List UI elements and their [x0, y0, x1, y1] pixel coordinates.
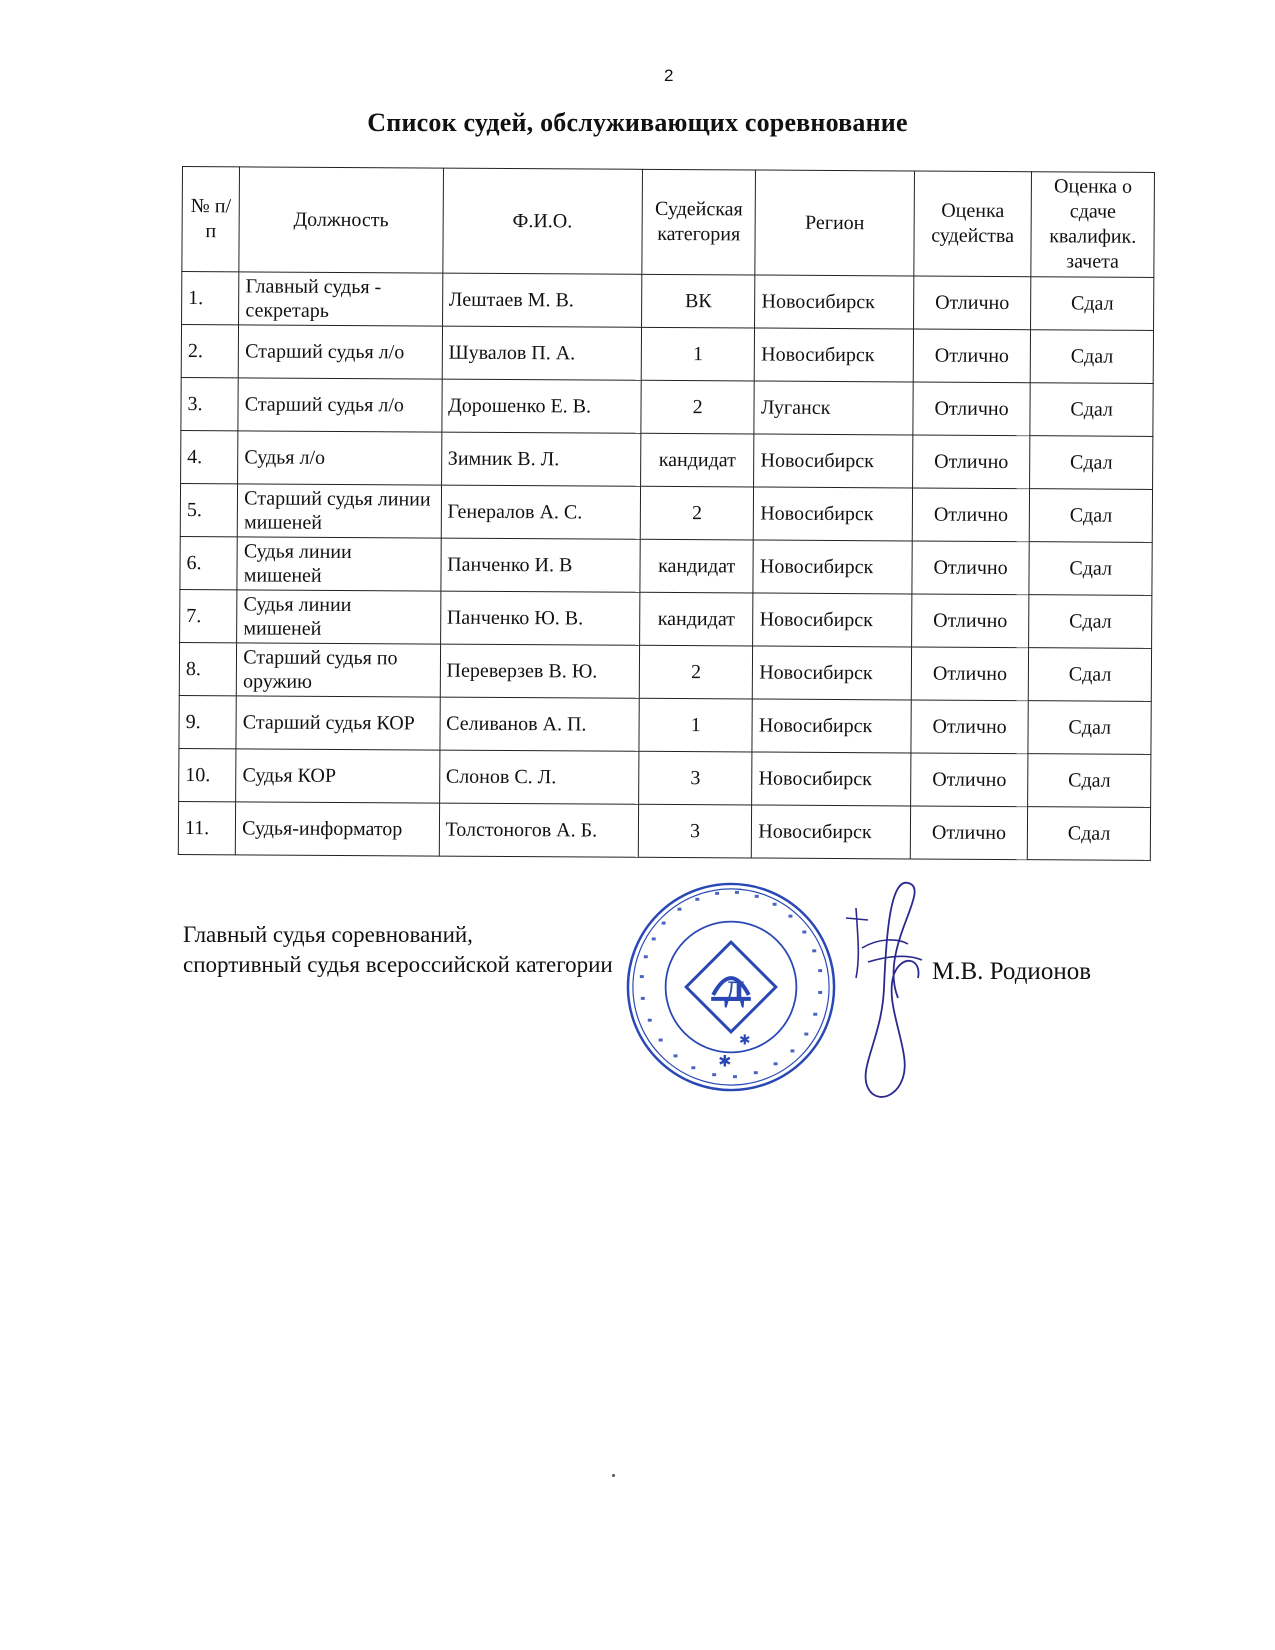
row-position: Старший судья по оружию [236, 643, 440, 697]
signature-block [183, 920, 613, 980]
table-row [181, 377, 1153, 436]
row-evaluation: Отлично [911, 594, 1029, 648]
table-row [179, 642, 1151, 701]
svg-text:✱: ✱ [738, 1032, 751, 1049]
row-region: Новосибирск [753, 540, 912, 594]
row-evaluation: Отлично [911, 647, 1029, 701]
table-row [180, 589, 1152, 648]
row-number: 3. [181, 377, 239, 430]
row-region: Новосибирск [752, 805, 911, 859]
table-row [182, 272, 1154, 331]
row-qualification: Сдал [1029, 648, 1152, 702]
row-region: Новосибирск [754, 434, 913, 488]
row-evaluation: Отлично [912, 488, 1030, 542]
row-category: кандидат [640, 539, 754, 593]
row-number: 11. [178, 801, 236, 854]
row-qualification: Сдал [1031, 277, 1154, 331]
row-position: Старший судья л/о [238, 325, 442, 379]
row-name: Дорошенко Е. В. [442, 379, 642, 433]
handwritten-signature [838, 878, 968, 1108]
scan-speck [612, 1474, 615, 1477]
row-evaluation: Отлично [912, 435, 1030, 489]
row-qualification: Сдал [1030, 383, 1153, 437]
row-category: 1 [641, 327, 755, 381]
header-position: Должность [239, 167, 443, 273]
row-name: Селиванов А. П. [440, 697, 640, 751]
row-position: Судья-информатор [236, 802, 440, 856]
row-position: Судья линии мишеней [237, 590, 441, 644]
row-qualification: Сдал [1030, 436, 1153, 490]
table-row [179, 748, 1151, 807]
row-number: 7. [180, 589, 238, 642]
table-row [181, 325, 1153, 384]
row-evaluation: Отлично [911, 700, 1029, 754]
row-category: 1 [639, 698, 753, 752]
row-region: Новосибирск [754, 487, 913, 541]
stamp-emblem-letter: Д [724, 975, 745, 1008]
row-number: 2. [181, 325, 239, 378]
row-region: Новосибирск [752, 699, 911, 753]
header-number: № п/п [182, 167, 240, 272]
row-number: 5. [180, 483, 238, 536]
official-stamp [622, 878, 840, 1096]
signature-role-line2: спортивный судья всероссийской категории [183, 952, 613, 977]
table-row [180, 483, 1152, 542]
header-qualification: Оценка о сдаче квалифик. зачета [1031, 172, 1154, 278]
row-qualification: Сдал [1028, 807, 1151, 861]
row-position: Главный судья - секретарь [239, 272, 443, 326]
table-row [181, 430, 1153, 489]
row-position: Старший судья л/о [238, 378, 442, 432]
row-position: Судья линии мишеней [237, 537, 441, 591]
header-name: Ф.И.О. [442, 168, 642, 274]
table-row [180, 536, 1152, 595]
row-evaluation: Отлично [913, 329, 1031, 383]
row-number: 10. [179, 748, 237, 801]
row-name: Шувалов П. А. [442, 326, 642, 380]
row-qualification: Сдал [1028, 754, 1151, 808]
row-position: Старший судья КОР [236, 696, 440, 750]
row-number: 4. [181, 430, 239, 483]
row-category: кандидат [640, 592, 754, 646]
row-name: Толстоногов А. Б. [439, 803, 639, 857]
row-name: Зимник В. Л. [441, 432, 641, 486]
row-qualification: Сдал [1029, 542, 1152, 596]
row-evaluation: Отлично [912, 541, 1030, 595]
row-category: кандидат [640, 433, 754, 487]
row-category: 3 [638, 804, 752, 858]
row-number: 1. [182, 272, 240, 325]
row-position: Судья КОР [236, 749, 440, 803]
row-name: Лештаев М. В. [442, 273, 642, 327]
row-evaluation: Отлично [913, 382, 1031, 436]
row-category: 2 [640, 486, 754, 540]
row-category: 3 [639, 751, 753, 805]
page-number: 2 [664, 66, 674, 85]
row-number: 9. [179, 695, 237, 748]
page-title: Список судей, обслуживающих соревнование [367, 108, 908, 137]
table-row [178, 801, 1150, 860]
row-position: Судья л/о [238, 431, 442, 485]
signature-role-line1: Главный судья соревнований, [183, 922, 473, 947]
row-qualification: Сдал [1031, 330, 1154, 384]
row-name: Панченко И. В [441, 538, 641, 592]
row-evaluation: Отлично [910, 806, 1028, 860]
row-region: Новосибирск [753, 646, 912, 700]
row-name: Переверзев В. Ю. [440, 644, 640, 698]
row-qualification: Сдал [1028, 701, 1151, 755]
row-evaluation: Отлично [910, 753, 1028, 807]
row-region: Новосибирск [755, 328, 914, 382]
header-category: Судейская категория [642, 169, 756, 275]
row-region: Новосибирск [753, 593, 912, 647]
row-evaluation: Отлично [913, 276, 1031, 330]
row-qualification: Сдал [1029, 595, 1152, 649]
table-row [179, 695, 1151, 754]
row-region: Новосибирск [752, 752, 911, 806]
row-category: 2 [641, 380, 755, 434]
row-qualification: Сдал [1030, 489, 1153, 543]
header-evaluation: Оценка судейства [914, 171, 1032, 277]
header-region: Регион [755, 170, 914, 276]
row-category: 2 [639, 645, 753, 699]
judges-table [178, 166, 1155, 861]
row-category: ВК [641, 274, 755, 328]
row-name: Панченко Ю. В. [440, 591, 640, 645]
svg-text:✱: ✱ [718, 1051, 732, 1071]
row-number: 8. [179, 642, 237, 695]
signer-name: М.В. Родионов [932, 958, 1091, 985]
table-header-row [182, 167, 1155, 278]
row-position: Старший судья линии мишеней [237, 484, 441, 538]
row-number: 6. [180, 536, 238, 589]
row-region: Новосибирск [755, 275, 914, 329]
row-name: Генералов А. С. [441, 485, 641, 539]
row-name: Слонов С. Л. [439, 750, 639, 804]
row-region: Луганск [754, 381, 913, 435]
